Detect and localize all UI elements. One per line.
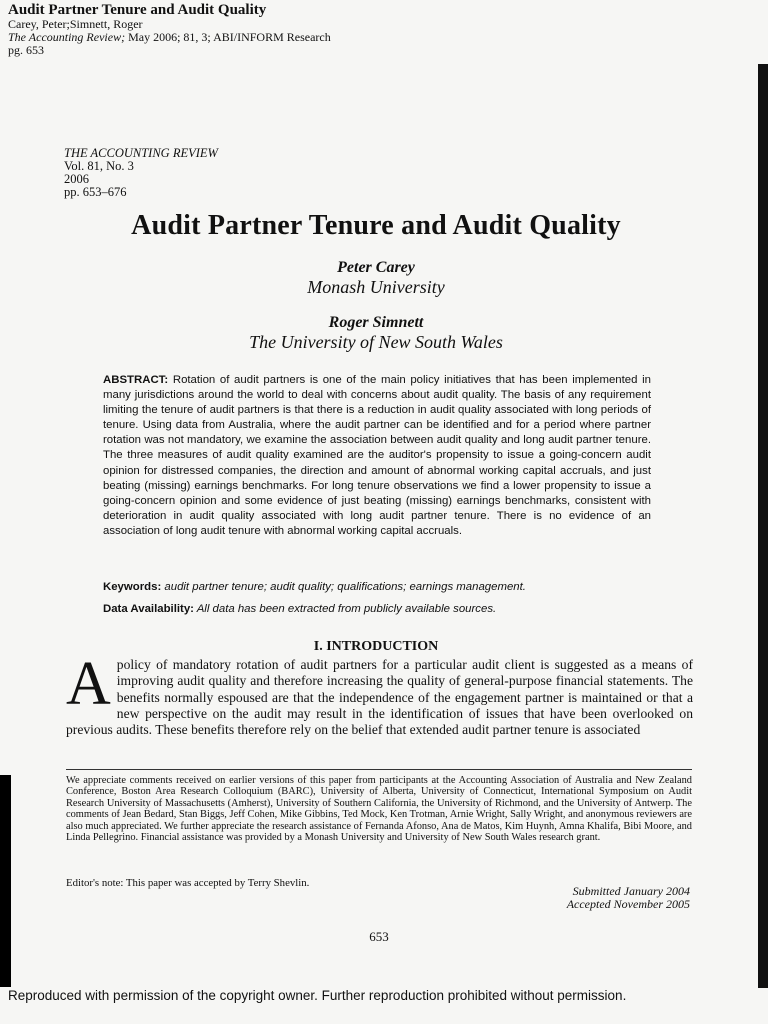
paper-title: Audit Partner Tenure and Audit Quality <box>131 210 621 241</box>
citation-header <box>8 2 568 57</box>
journal-volume: Vol. 81, No. 3 <box>64 159 134 173</box>
keywords-label: Keywords: <box>103 581 162 593</box>
author-2 <box>66 313 686 352</box>
author-name: Roger Simnett <box>328 314 424 331</box>
drop-cap: A <box>66 650 111 718</box>
abstract <box>103 373 651 539</box>
journal-year: 2006 <box>64 172 89 186</box>
abstract-text: Rotation of audit partners is one of the main policy initiatives that has been implemented in many jurisdictions around the world to deal with concerns about audit quality. The basis of any requirement limiting the tenure of audit partners is that there is a reduction in audit quality associated with long periods of tenure. Using data from Australia, where the audit partner can be identified and for a period where partner rotation was not mandatory, we examine the association between audit quality and long audit partner tenure. The three measures of audit quality examined are the auditor's propensity to issue a going-concern audit opinion for distressed companies, the direction and amount of abnormal working capital accruals, and just beating (missing) earnings benchmarks. For long tenure observations we find a lower propensity to issue a going-concern opinion and some evidence of just beating (missing) earnings benchmarks, consistent with deterioration in audit quality associated with long audit partner tenure. There is no evidence of an association of long audit tenure with abnormal working capital accruals. <box>103 374 651 537</box>
submitted-date: Submitted January 2004 <box>572 884 690 898</box>
author-name: Peter Carey <box>337 259 415 276</box>
page-number: 653 <box>369 929 389 944</box>
keywords-text: audit partner tenure; audit quality; qualifications; earnings management. <box>161 581 526 593</box>
citation-source <box>8 31 568 44</box>
abstract-label: ABSTRACT: <box>103 374 169 386</box>
keywords <box>103 580 663 594</box>
accepted-date: Accepted November 2005 <box>566 897 690 911</box>
data-availability-label: Data Availability: <box>103 603 194 615</box>
intro-paragraph <box>66 650 693 738</box>
journal-pages: pp. 653–676 <box>64 185 127 199</box>
journal-name: THE ACCOUNTING REVIEW <box>64 146 218 160</box>
footnote-divider <box>66 769 692 770</box>
section-heading: I. INTRODUCTION <box>313 639 439 654</box>
data-availability <box>103 602 663 616</box>
citation-journal: The Accounting Review; <box>8 30 126 44</box>
citation-title: Audit Partner Tenure and Audit Quality <box>8 2 267 18</box>
citation-authors: Carey, Peter;Simnett, Roger <box>8 17 143 31</box>
scan-edge-shadow <box>758 64 768 988</box>
submission-dates <box>420 885 690 911</box>
citation-source-rest: May 2006; 81, 3; ABI/INFORM Research <box>125 30 331 44</box>
intro-text: policy of mandatory rotation of audit partners for a particular audit client is suggested as a means of improving audit quality and therefore increasing the quality of general-purpose financial statements. The benefits normally espoused are that the independence of the engagement partner is maintained or that a new perspective on the audit may result in the identification of issues that have been overlooked on previous audits. These benefits therefore rely on the belief that extended audit partner tenure is associated <box>66 657 693 738</box>
journal-block <box>64 147 218 199</box>
author-1 <box>66 258 686 297</box>
acknowledgement-footnote: We appreciate comments received on earlier versions of this paper from participants at the Accounting Association of Australia and New Zealand Conference, Boston Area Research Colloquium (BARC), University of Alberta, University of Connecticut, International Symposium on Audit Research University of Massachusetts (Amherst), University of Southern California, the University of Richmond, and the University of Antwerp. The comments of Jean Bedard, Stan Biggs, Jeff Cohen, Mike Gibbins, Ted Mock, Ken Trotman, Arnie Wright, Sally Wright, and anonymous reviewers are also much appreciated. We further appreciate the research assistance of Fernanda Afonso, Ana de Matos, Kim Huynh, Amna Khalifa, Bibi Moore, and Linda Pellegrino. Financial assistance was provided by a Monash University and University of New South Wales research grant. <box>66 775 692 844</box>
reproduction-notice: Reproduced with permission of the copyright owner. Further reproduction prohibited without permission. <box>8 988 627 1003</box>
editor-note: Editor's note: This paper was accepted by Terry Shevlin. <box>66 877 310 889</box>
author-affiliation: Monash University <box>307 277 445 297</box>
author-affiliation: The University of New South Wales <box>249 332 503 352</box>
data-availability-text: All data has been extracted from publicly available sources. <box>193 603 497 615</box>
citation-page: pg. 653 <box>8 43 44 57</box>
scan-spine-shadow <box>0 775 11 987</box>
